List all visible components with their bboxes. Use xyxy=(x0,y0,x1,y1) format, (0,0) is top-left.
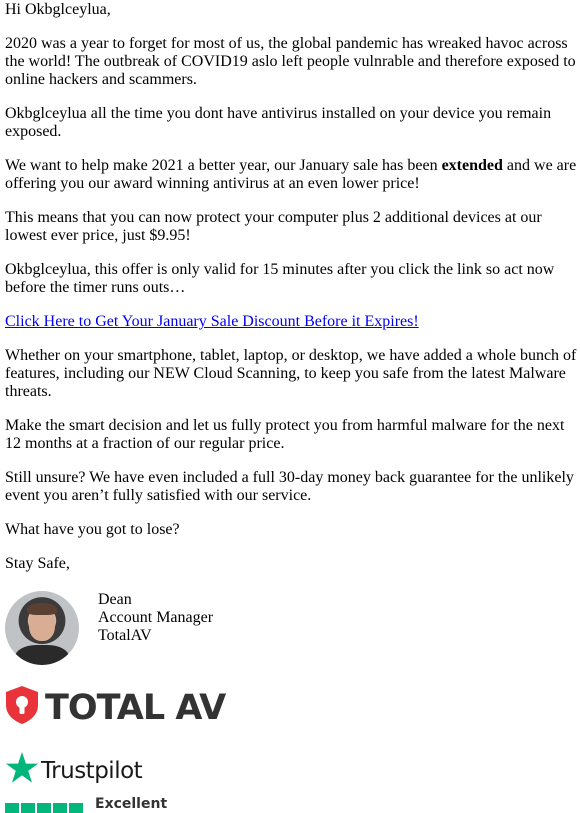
sale-text-bold: extended xyxy=(441,157,503,174)
signature-text xyxy=(98,581,213,645)
paragraph-price: This means that you can now protect your computer plus 2 additional devices at our lowest ever price, just $9.95! xyxy=(5,209,542,244)
trustpilot-star-icon xyxy=(5,752,39,789)
paragraph-timer: Okbglceylua, this offer is only valid for 15 minutes after you click the link so act now before the timer runs outs… xyxy=(5,261,555,296)
paragraph-guarantee: Still unsure? We have even included a full 30-day money back guarantee for the unlikely event you aren’t fully satisfied with our service. xyxy=(5,469,574,504)
paragraph-features: Whether on your smartphone, tablet, laptop, or desktop, we have added a whole bunch of features, including our NEW Cloud Scanning, to keep you safe from the latest Malware threats. xyxy=(5,347,577,400)
rating-star-icon xyxy=(5,803,19,813)
rating-star-icon xyxy=(53,803,67,813)
sale-text-after: and we are offering you our award winning antivirus at an even lower price! xyxy=(5,157,577,192)
rating-star-icon xyxy=(21,803,35,813)
greeting: Hi Okbglceylua, xyxy=(5,1,111,18)
rating-text: Excellent xyxy=(95,796,168,812)
discount-link[interactable]: Click Here to Get Your January Sale Discount Before it Expires! xyxy=(5,313,419,330)
trustpilot-rating xyxy=(5,795,580,813)
signature-name: Dean xyxy=(98,591,132,608)
trustpilot-logo xyxy=(5,752,580,789)
paragraph-pandemic: 2020 was a year to forget for most of us, the global pandemic has wreaked havoc across the world! The outbreak of COVID19 aslo left people vulnrable and therefore exposed to online hackers and scammers. xyxy=(5,35,576,88)
signature-title: Account Manager xyxy=(98,609,214,626)
rating-star-icon xyxy=(69,803,83,813)
trustpilot-label: Trustpilot xyxy=(41,757,143,784)
signature-company: TotalAV xyxy=(98,627,152,644)
rating-star-icon xyxy=(37,803,51,813)
paragraph-question: What have you got to lose? xyxy=(5,521,180,538)
closing: Stay Safe, xyxy=(5,555,70,572)
paragraph-sale xyxy=(5,157,580,193)
sale-text-before: We want to help make 2021 a better year, our January sale has been xyxy=(5,157,442,174)
shield-keyhole-icon xyxy=(5,685,39,730)
brand-logo-text: TOTAL AV xyxy=(45,687,226,728)
avatar xyxy=(5,591,79,665)
paragraph-decision: Make the smart decision and let us fully protect you from harmful malware for the next 12 months at a fraction of our regular price. xyxy=(5,417,565,452)
paragraph-exposed: Okbglceylua all the time you dont have antivirus installed on your device you remain exposed. xyxy=(5,105,552,140)
totalav-logo xyxy=(5,685,580,730)
rating-stars xyxy=(5,803,83,813)
signature-block xyxy=(5,581,580,665)
cta-paragraph xyxy=(5,313,580,331)
